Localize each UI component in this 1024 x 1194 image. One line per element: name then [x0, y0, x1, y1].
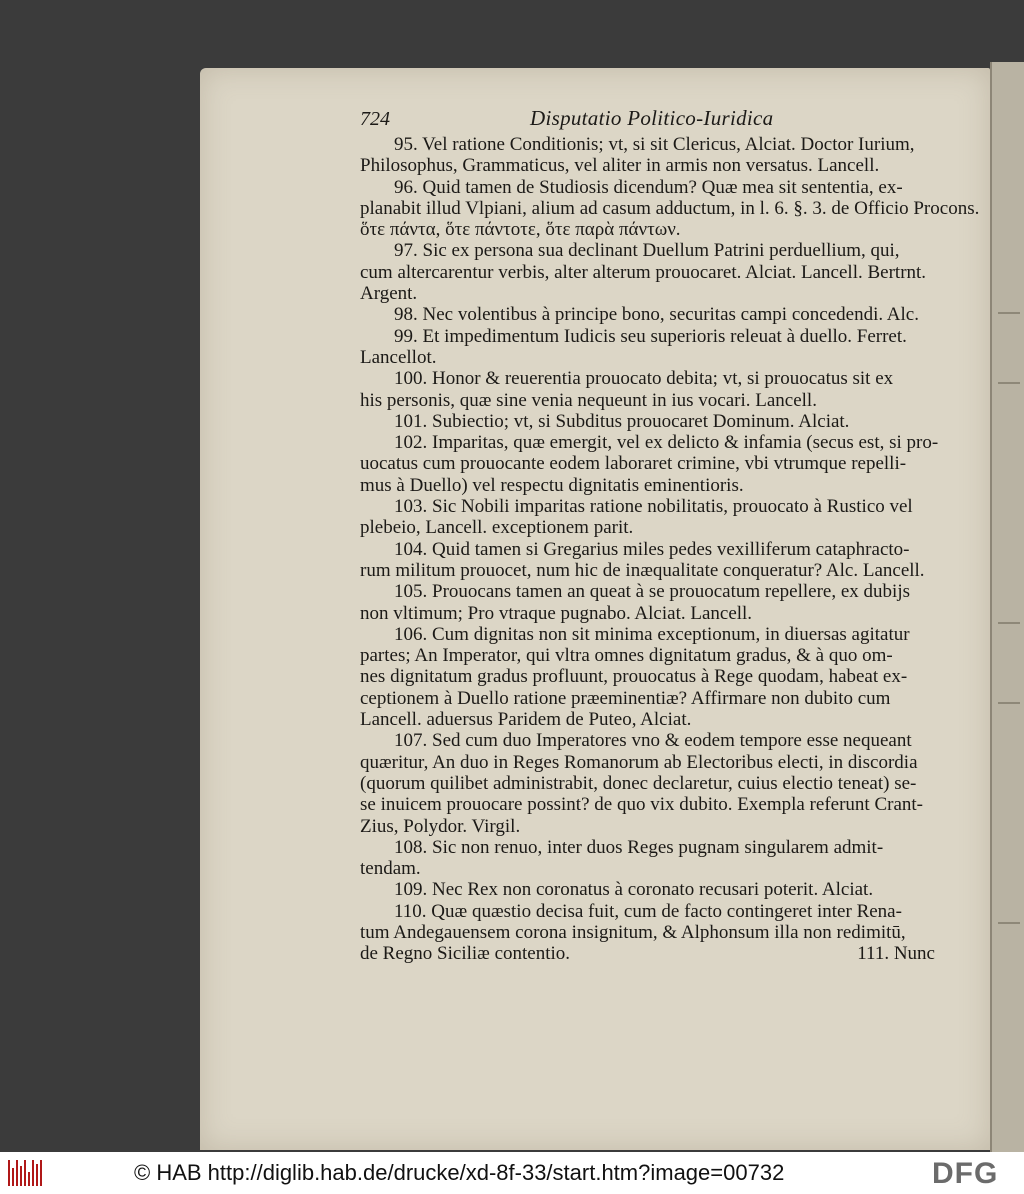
text-line: cum altercarentur verbis, alter alterum prouocaret. Alciat. Lancell. Bertrnt. [360, 261, 927, 283]
catchword-text: 111. Nunc [857, 943, 935, 965]
text-line: Lancellot. [360, 346, 437, 368]
text-line: planabit illud Vlpiani, alium ad casum adductum, in l. 6. §. 3. de Officio Procons. [360, 197, 980, 219]
text-line: 107. Sed cum duo Imperatores vno & eodem tempore esse nequeant [394, 730, 912, 752]
library-barcode-icon [8, 1160, 46, 1186]
text-line: plebeio, Lancell. exceptionem parit. [360, 517, 634, 539]
text-line: Zius, Polydor. Virgil. [360, 815, 521, 837]
text-line: 106. Cum dignitas non sit minima exceptionum, in diuersas agitatur [394, 623, 910, 645]
text-line: 105. Prouocans tamen an queat à se prouocatum repellere, ex dubijs [394, 581, 910, 603]
text-line: (quorum quilibet administrabit, donec declaretur, cuius electio teneat) se- [360, 772, 917, 794]
text-line: uocatus cum prouocante eodem laboraret crimine, vbi vtrumque repelli- [360, 453, 907, 475]
text-line: 104. Quid tamen si Gregarius miles pedes vexilliferum cataphracto- [394, 538, 910, 560]
footer-bar [0, 1152, 1024, 1194]
text-line: nes dignitatum gradus profluunt, prouocatus à Rege quodam, habeat ex- [360, 666, 908, 688]
text-line: Philosophus, Grammaticus, vel aliter in armis non versatus. Lancell. [360, 155, 880, 177]
text-line: Argent. [360, 283, 418, 305]
text-line: 101. Subiectio; vt, si Subditus prouocaret Dominum. Alciat. [394, 410, 850, 432]
text-line: tendam. [360, 858, 421, 880]
running-head: Disputatio Politico-Iuridica [530, 106, 774, 130]
text-line: 98. Nec volentibus à principe bono, securitas campi concedendi. Alc. [394, 304, 919, 326]
text-line: mus à Duello) vel respectu dignitatis eminentioris. [360, 474, 744, 496]
page-header [360, 108, 935, 132]
text-line: 102. Imparitas, quæ emergit, vel ex delicto & infamia (secus est, si pro- [394, 432, 939, 454]
text-line: ceptionem à Duello ratione præeminentiæ? Affirmare non dubito cum [360, 687, 891, 709]
text-line: 95. Vel ratione Conditionis; vt, si sit Clericus, Alciat. Doctor Iurium, [394, 134, 915, 155]
text-lines [360, 134, 980, 965]
text-line: quæritur, An duo in Reges Romanorum ab Electoribus electi, in discordia [360, 751, 918, 773]
page-text [360, 106, 980, 965]
text-line: Lancell. aduersus Paridem de Puteo, Alciat. [360, 709, 692, 731]
text-line: his personis, quæ sine venia nequeunt in ius vocari. Lancell. [360, 389, 817, 411]
text-line: se inuicem prouocare possint? de quo vix dubito. Exempla referunt Crant- [360, 794, 923, 816]
text-line: 108. Sic non renuo, inter duos Reges pugnam singularem admit- [394, 836, 884, 858]
text-line: 96. Quid tamen de Studiosis dicendum? Quæ mea sit sententia, ex- [394, 176, 903, 198]
text-line: 103. Sic Nobili imparitas ratione nobilitatis, prouocato à Rustico vel [394, 496, 913, 518]
text-line: 110. Quæ quæstio decisa fuit, cum de facto contingeret inter Rena- [394, 900, 902, 922]
text-line: ὅτε πάντα, ὅτε πάντοτε, ὅτε παρὰ πάντων. [360, 219, 681, 241]
next-page-edge [990, 62, 1024, 1152]
text-line: rum militum prouocet, num hic de inæqualitate conqueratur? Alc. Lancell. [360, 559, 925, 581]
text-line: 109. Nec Rex non coronatus à coronato recusari poterit. Alciat. [394, 879, 874, 901]
copyright-link[interactable]: © HAB http://diglib.hab.de/drucke/xd-8f-33/start.htm?image=00732 [134, 1160, 785, 1185]
text-line: 99. Et impedimentum Iudicis seu superioris releuat à duello. Ferret. [394, 325, 907, 347]
text-line: 100. Honor & reuerentia prouocato debita; vt, si prouocatus sit ex [394, 368, 894, 390]
page-number: 724 [360, 108, 390, 130]
text-line: de Regno Siciliæ contentio. [360, 943, 571, 965]
dfg-logo: DFG [932, 1157, 999, 1190]
text-line: partes; An Imperator, qui vltra omnes dignitatum gradus, & à quo om- [360, 645, 893, 667]
text-line: 97. Sic ex persona sua declinant Duellum Patrini perduellium, qui, [394, 240, 900, 262]
text-line: non vltimum; Pro vtraque pugnabo. Alciat. Lancell. [360, 602, 753, 624]
text-line: tum Andegauensem corona insignitum, & Alphonsum illa non redimitū, [360, 921, 906, 943]
